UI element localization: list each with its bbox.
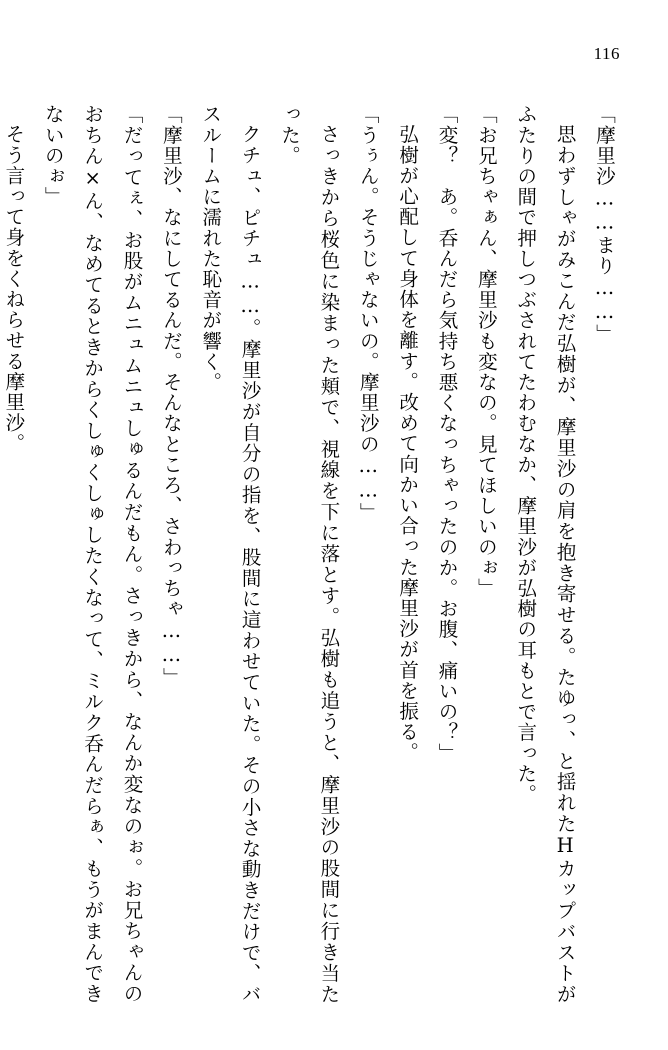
body-paragraph: 「摩里沙……まり……」: [593, 104, 616, 345]
body-paragraph: 思わずしゃがみこんだ弘樹が、摩里沙の肩を抱き寄せる。たゆっ、と揺れたHカップバストがふたりの間で押しつぶされてたわむなか、摩里沙が弘樹の耳もとで言った。: [514, 104, 577, 1004]
body-paragraph: そう言って身をくねらせる摩里沙。: [2, 123, 26, 454]
vertical-text-body: [2, 104, 624, 1004]
body-paragraph: 「摩里沙、なにしてるんだ。そんなところ、さわっちゃ……」: [159, 104, 183, 688]
body-paragraph: 「お兄ちゃぁん、摩里沙も変なの。見てほしいのぉ」: [474, 104, 498, 599]
body-paragraph: クチュ、ピチュ……。摩里沙が自分の指を、股間に這わせていた。その小さな動きだけで、バスルームに濡れた恥音が響く。: [199, 104, 262, 1004]
body-paragraph: 「うぅん。そうじゃないの。摩里沙の……」: [356, 104, 380, 523]
body-paragraph: 弘樹が心配して身体を離す。改めて向かい合った摩里沙が首を振る。: [396, 123, 420, 763]
body-paragraph: さっきから桜色に染まった頬で、視線を下に落とす。弘樹も追うと、摩里沙の股間に行き当たった。: [278, 104, 341, 1004]
page-number: 116: [593, 44, 620, 63]
body-paragraph: 「変？ あ。呑んだら気持ち悪くなっちゃったのか。お腹、痛いの？」: [435, 104, 459, 764]
body-paragraph: 「だってぇ、お股がムニュムニュしゅるんだもん。さっきから、なんか変なのぉ。お兄ちゃんのおちん×ん、なめてるときからくしゅくしゅしたくなって、ミルク呑んだらぁ、もうがまんできないのぉ」: [41, 104, 144, 1004]
